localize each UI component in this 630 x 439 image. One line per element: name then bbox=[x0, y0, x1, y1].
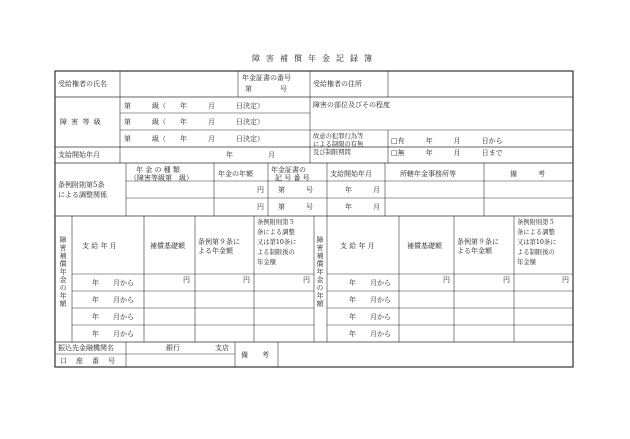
grade-line-3: 第 級（ 年 月 日決定） bbox=[124, 135, 264, 143]
art5-label-2: による調整関係 bbox=[58, 191, 107, 199]
period-header-right: 支 給 年 月 bbox=[340, 242, 375, 250]
annual-amount-header: 年金の年額 bbox=[218, 170, 253, 178]
left-row-2-from: 年 月から bbox=[92, 296, 134, 304]
pension-office-header: 所轄年金事務所等 bbox=[400, 170, 456, 178]
right-art5-yen: 円 bbox=[562, 276, 569, 284]
left-art9-yen: 円 bbox=[243, 276, 250, 284]
right-row-4-from: 年 月から bbox=[349, 330, 391, 338]
page-title: 障害補償年金記録簿 bbox=[252, 54, 378, 63]
recipient-name-label: 受給権者の氏名 bbox=[58, 80, 107, 88]
base-header-left: 補償基礎額 bbox=[150, 242, 185, 250]
art5-label-1: 条例附則第5条 bbox=[58, 181, 105, 189]
left-base-yen: 円 bbox=[183, 276, 190, 284]
art9-header-right-2: よる年金額 bbox=[457, 247, 492, 255]
left-row-3-from: 年 月から bbox=[92, 313, 134, 321]
restriction-no-line: □無 年 月 日まで bbox=[391, 149, 503, 157]
cert-number-header-1: 年金証書の bbox=[271, 166, 306, 174]
art5-yen-2: 円 bbox=[257, 203, 264, 211]
art5-header-right-3: 又は第10条に bbox=[517, 239, 557, 246]
start-date-value: 年 月 bbox=[226, 151, 275, 159]
art5-header-left-3: 又は第10条に bbox=[257, 239, 297, 246]
art5-header-right-4: よる制限後の bbox=[517, 249, 555, 256]
right-row-2-from: 年 月から bbox=[349, 296, 391, 304]
pension-side-label-right: 障害補償年金の年額 bbox=[316, 236, 324, 308]
art5-header-right-2: 条による調整 bbox=[517, 229, 555, 236]
left-art5-yen: 円 bbox=[303, 276, 310, 284]
left-row-4-from: 年 月から bbox=[92, 330, 134, 338]
bank-name-label: 振込先金融機関名 bbox=[58, 344, 114, 352]
art5-yen-1: 円 bbox=[257, 186, 264, 194]
art5-ym-1: 年 月 bbox=[345, 186, 380, 194]
art5-no-2: 第 号 bbox=[278, 203, 313, 211]
period-header-left: 支 給 年 月 bbox=[82, 242, 117, 250]
account-number-label: 口 座 番 号 bbox=[60, 357, 116, 365]
crime-label-2: による制限の有無 bbox=[313, 141, 364, 148]
art5-header-right-1: 条例附則第５ bbox=[517, 219, 555, 226]
pension-side-label-left: 障害補償年金の年額 bbox=[59, 236, 67, 308]
art5-header-left-5: 年金額 bbox=[257, 259, 276, 266]
crime-label-1: 故意の犯罪行為等 bbox=[313, 133, 364, 140]
start-month-header: 支給開始年月 bbox=[330, 170, 372, 178]
art5-remarks-header: 備 考 bbox=[510, 170, 545, 178]
art5-no-1: 第 号 bbox=[278, 186, 313, 194]
art5-ym-2: 年 月 bbox=[345, 203, 380, 211]
pension-cert-number: 第 号 bbox=[245, 85, 287, 93]
right-row-3-from: 年 月から bbox=[349, 313, 391, 321]
left-row-1-from: 年 月から bbox=[92, 279, 134, 287]
art5-header-left-2: 条による調整 bbox=[257, 229, 295, 236]
pension-type-subheader: （障害等級第 級） bbox=[130, 174, 193, 182]
art9-header-left-2: よる年金額 bbox=[198, 247, 233, 255]
recipient-address-label: 受給権者の住所 bbox=[313, 80, 362, 88]
crime-label-3: 及び制限期間 bbox=[313, 149, 351, 156]
grade-line-1: 第 級（ 年 月 日決定） bbox=[124, 102, 264, 110]
art5-header-left-1: 条例附則第５ bbox=[257, 219, 295, 226]
right-art9-yen: 円 bbox=[503, 276, 510, 284]
art5-header-right-5: 年金額 bbox=[517, 259, 536, 266]
pension-type-header: 年 金 の 種 類 bbox=[136, 166, 180, 174]
grade-line-2: 第 級（ 年 月 日決定） bbox=[124, 118, 264, 126]
pension-cert-label: 年金証書の番号 bbox=[242, 74, 291, 82]
start-date-label: 支給開始年月 bbox=[58, 151, 100, 159]
art9-header-right-1: 条例第９条に bbox=[457, 238, 499, 246]
bank-name-value: 銀行 支店 bbox=[166, 344, 229, 352]
restriction-yes-line: □有 年 月 日から bbox=[391, 137, 503, 145]
right-base-yen: 円 bbox=[443, 276, 450, 284]
bank-remarks-label: 備 考 bbox=[241, 351, 269, 359]
base-header-right: 補償基礎額 bbox=[407, 242, 442, 250]
disability-site-label: 障害の部位及びその程度 bbox=[313, 101, 390, 109]
art5-header-left-4: よる制限後の bbox=[257, 249, 295, 256]
disability-grade-label: 障 害 等 級 bbox=[60, 118, 102, 126]
art9-header-left-1: 条例第９条に bbox=[198, 238, 240, 246]
cert-number-header-2: 記 号 番 号 bbox=[275, 174, 310, 182]
right-row-1-from: 年 月から bbox=[349, 279, 391, 287]
